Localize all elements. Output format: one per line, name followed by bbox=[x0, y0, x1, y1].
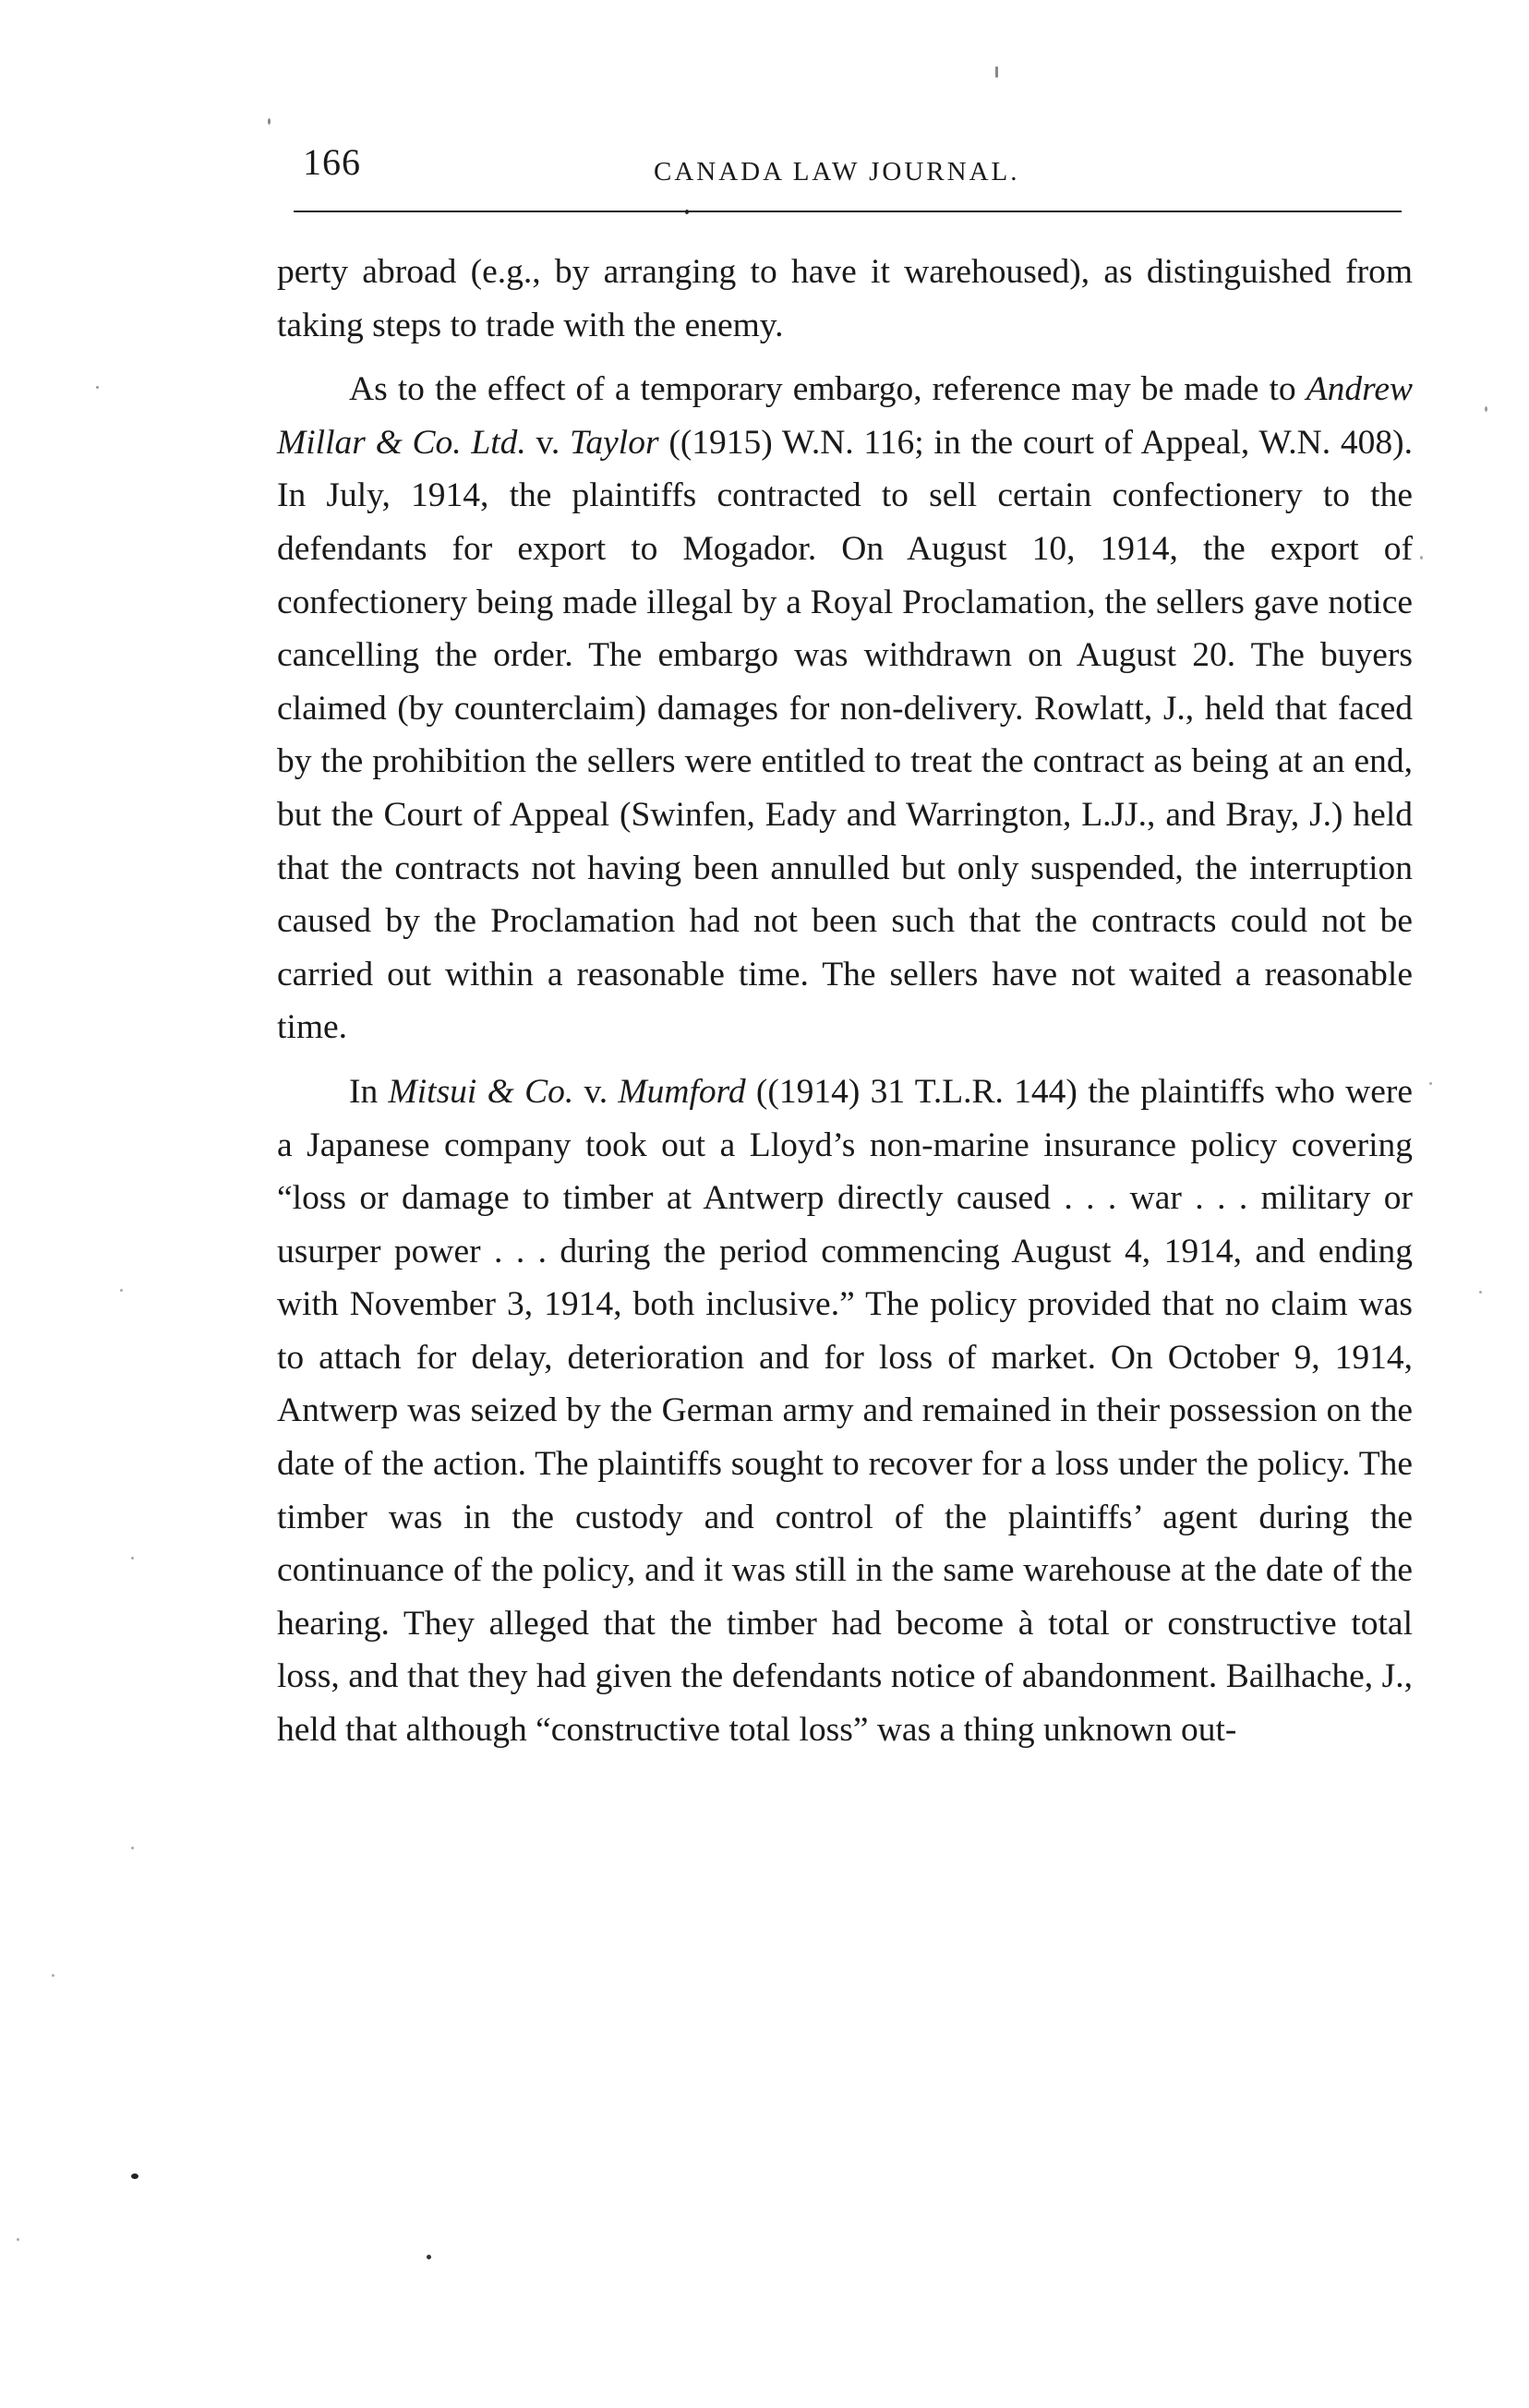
text-segment: perty abroad (e.g., by arranging to have it warehoused), as distinguished from taking steps to trade with the enemy. bbox=[277, 253, 1413, 344]
paragraph bbox=[277, 1066, 1413, 1757]
scan-speck bbox=[52, 1974, 54, 1977]
scan-speck bbox=[1485, 406, 1487, 412]
text-segment: ((1914) 31 T.L.R. 144) the plaintiffs who were a Japanese company took out a Lloyd’s non-marine insurance policy covering “loss or damage to timber at Antwerp directly caused . . . war . . . military or usurper power . . . during the period commencing August 4, 1914, and ending with November 3, 1914, both inclusive.” The policy provided that no claim was to attach for delay, deterioration and for loss of market. On October 9, 1914, Antwerp was seized by the German army and remained in their possession on the date of the action. The plaintiffs sought to recover for a loss under the policy. The timber was in the custody and control of the plaintiffs’ agent during the continuance of the policy, and it was still in the same warehouse at the date of the hearing. They alleged that the timber had become à total or constructive total loss, and that they had given the defendants notice of abandonment. Bailhache, J., held that although “constructive total loss” was a thing unknown out- bbox=[277, 1072, 1413, 1750]
scan-speck bbox=[96, 386, 99, 389]
paragraph bbox=[277, 246, 1413, 352]
case-name: Taylor bbox=[570, 423, 659, 462]
scan-speck bbox=[427, 2255, 431, 2259]
scan-speck bbox=[131, 2173, 138, 2179]
case-name: Andrew Millar & Co. Ltd. bbox=[277, 370, 1413, 462]
page-header bbox=[294, 129, 1402, 194]
scan-speck bbox=[131, 1847, 134, 1849]
scan-speck bbox=[131, 1557, 134, 1559]
scan-speck bbox=[268, 118, 271, 125]
scan-speck bbox=[1479, 1291, 1482, 1294]
paragraph bbox=[277, 363, 1413, 1054]
scan-speck bbox=[1429, 1082, 1432, 1085]
scan-speck bbox=[120, 1289, 123, 1292]
running-title: CANADA LAW JOURNAL. bbox=[654, 157, 1020, 187]
scan-speck bbox=[17, 2238, 19, 2241]
text-segment: In bbox=[349, 1072, 389, 1111]
page-number: 166 bbox=[303, 141, 361, 183]
case-name: Mitsui & Co. bbox=[388, 1072, 574, 1111]
body-text bbox=[277, 246, 1413, 1768]
scan-speck bbox=[995, 66, 998, 78]
scan-speck bbox=[685, 210, 689, 214]
header-rule bbox=[294, 211, 1402, 212]
scan-speck bbox=[1420, 556, 1423, 560]
text-segment: ((1915) W.N. 116; in the court of Appeal, W.N. 408). In July, 1914, the plaintiffs contracted to sell certain confectionery to the defendants for export to Mogador. On August 10, 1914, the export of confectionery being made illegal by a Royal Proclamation, the sellers gave notice cancelling the order. The embargo was withdrawn on August 20. The buyers claimed (by counterclaim) damages for non-delivery. Rowlatt, J., held that faced by the prohibition the sellers were entitled to treat the contract as being at an end, but the Court of Appeal (Swinfen, Eady and Warrington, L.JJ., and Bray, J.) held that the contracts not having been annulled but only suspended, the interruption caused by the Proclamation had not been such that the contracts could not be carried out within a reasonable time. The sellers have not waited a reasonable time. bbox=[277, 423, 1413, 1047]
text-segment: v. bbox=[525, 423, 570, 462]
text-segment: v. bbox=[573, 1072, 619, 1111]
text-segment: As to the effect of a temporary embargo, reference may be made to bbox=[349, 370, 1306, 409]
case-name: Mumford bbox=[618, 1072, 746, 1111]
